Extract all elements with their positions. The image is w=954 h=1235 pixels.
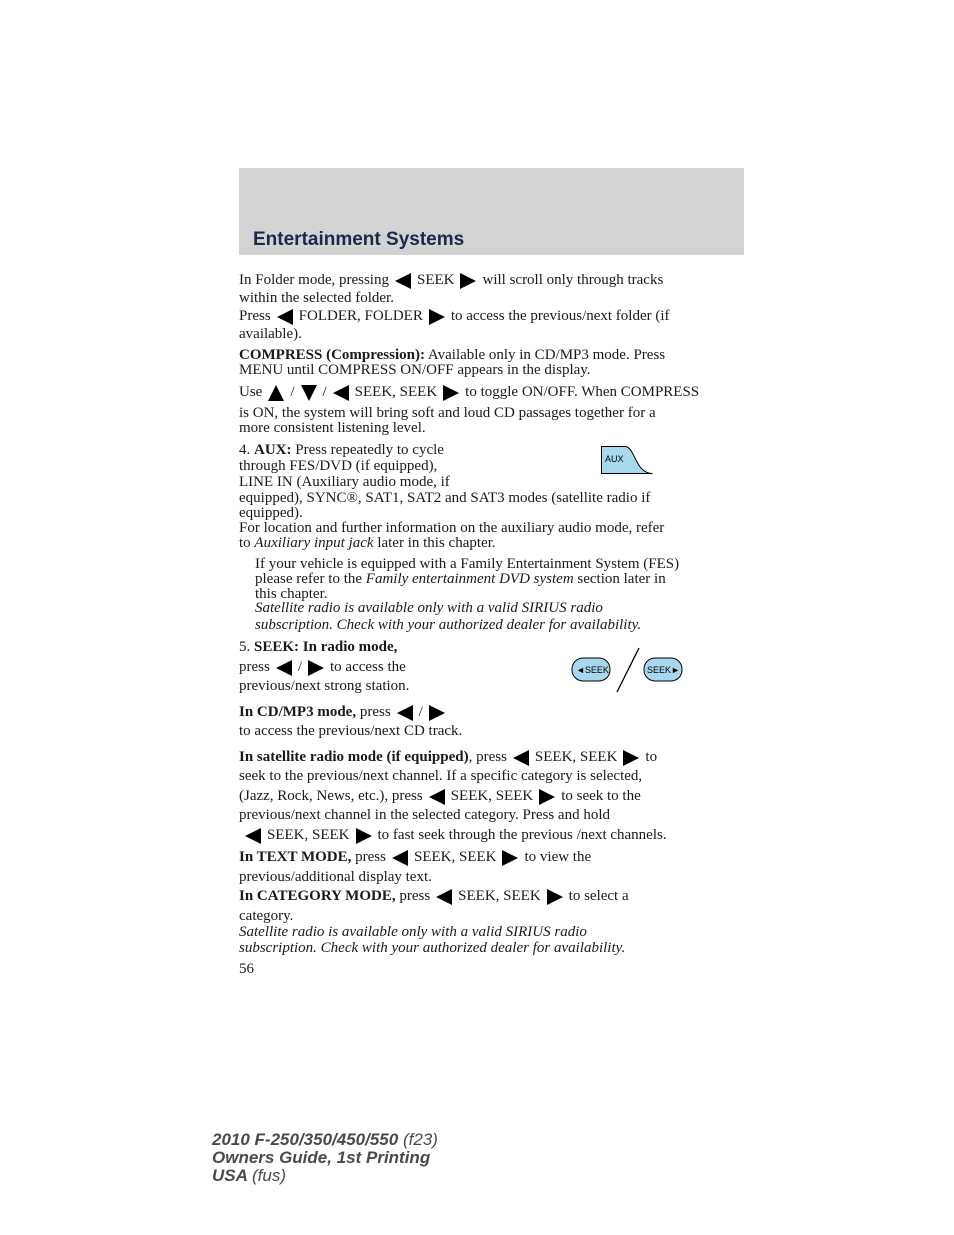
page-number: 56 [239, 961, 254, 977]
text: press [395, 888, 431, 904]
header-band [239, 168, 744, 255]
text: please refer to the [255, 571, 363, 587]
aux-line-3: LINE IN (Auxiliary audio mode, if [239, 474, 450, 490]
arrow-left-icon [245, 828, 261, 844]
sat-label: In satellite radio mode (if equipped) [239, 749, 469, 765]
folder-line-3 [239, 308, 670, 325]
arrow-down-icon [301, 385, 317, 401]
text-mode-label: In TEXT MODE, [239, 849, 352, 865]
footer-line-1 [212, 1131, 438, 1149]
sat-line-3 [239, 788, 641, 805]
text: to view the [524, 849, 592, 865]
text: to access the [330, 659, 406, 675]
text: Available only in CD/MP3 mode. Press [424, 347, 666, 363]
text-mode-line-2: previous/additional display text. [239, 869, 432, 885]
arrow-left-icon [392, 850, 408, 866]
aux-button-icon [601, 446, 653, 474]
sat-line-4: previous/next channel in the selected category. Press and hold [239, 807, 610, 823]
seek-line-3: previous/next strong station. [239, 678, 410, 694]
arrow-right-icon [429, 309, 445, 325]
sat-line-1 [239, 749, 657, 766]
cat-mode-label: In CATEGORY MODE, [239, 888, 396, 904]
folder-line-2: within the selected folder. [239, 290, 394, 306]
text: to toggle ON/OFF. When COMPRESS [465, 384, 700, 400]
text: / [322, 384, 327, 400]
text: SEEK, SEEK [450, 788, 534, 804]
footer-line-2: Owners Guide, 1st Printing [212, 1148, 431, 1167]
text: will scroll only through tracks [482, 272, 664, 288]
aux-label: AUX: [254, 442, 292, 458]
seek-line-1 [239, 639, 397, 655]
seek-line-2 [239, 659, 406, 676]
cat-mode-line-3: Satellite radio is available only with a valid SIRIUS radio [239, 924, 587, 940]
item-number: 4. [239, 442, 251, 458]
arrow-right-icon [308, 660, 324, 676]
arrow-left-icon [513, 750, 529, 766]
text: USA [212, 1166, 248, 1185]
aux-line-4: equipped), SYNC®, SAT1, SAT2 and SAT3 modes (satellite radio if [239, 490, 651, 506]
text: Press repeatedly to cycle [291, 442, 444, 458]
fes-line-5: subscription. Check with your authorized dealer for availability. [255, 617, 642, 633]
arrow-right-icon [460, 273, 476, 289]
fes-line-3: this chapter. [255, 586, 328, 602]
arrow-left-icon [277, 309, 293, 325]
text: Auxiliary input jack [254, 535, 374, 551]
text: Press [239, 308, 271, 324]
cd-line-2: to access the previous/next CD track. [239, 723, 463, 739]
arrow-right-icon [547, 889, 563, 905]
compress-line-1 [239, 347, 665, 363]
section-title: Entertainment Systems [253, 229, 465, 250]
aux-line-2: through FES/DVD (if equipped), [239, 458, 438, 474]
text: SEEK, SEEK [413, 849, 497, 865]
item-number: 5. [239, 639, 251, 655]
text: / [290, 384, 295, 400]
arrow-right-icon [443, 385, 459, 401]
arrow-right-icon [429, 705, 445, 721]
text: In Folder mode, pressing [239, 272, 389, 288]
text: Family entertainment DVD system [365, 571, 574, 587]
text: SEEK, SEEK [354, 384, 438, 400]
arrow-left-icon [276, 660, 292, 676]
sat-line-2: seek to the previous/next channel. If a specific category is selected, [239, 768, 643, 784]
compress-label: COMPRESS (Compression): [239, 347, 425, 363]
arrow-up-icon [268, 385, 284, 401]
text: to seek to the [561, 788, 641, 804]
cat-mode-line-4: subscription. Check with your authorized dealer for availability. [239, 940, 626, 956]
aux-button-label: AUX [605, 454, 624, 464]
text: Use [239, 384, 263, 400]
text: press [359, 704, 391, 720]
cd-label: In CD/MP3 mode, [239, 704, 357, 720]
compress-line-4: is ON, the system will bring soft and loud CD passages together for a [239, 405, 656, 421]
text: SEEK, SEEK [267, 827, 350, 843]
seek-right-label: SEEK► [647, 665, 680, 675]
text-mode-line-1 [239, 849, 591, 866]
cat-mode-line-1 [239, 888, 629, 905]
text: to [645, 749, 658, 765]
folder-line-4: available). [239, 326, 302, 342]
arrow-left-icon [397, 705, 413, 721]
text: SEEK, SEEK [534, 749, 618, 765]
aux-line-7 [239, 535, 496, 551]
folder-line-1 [239, 272, 663, 289]
text: to [239, 535, 251, 551]
footer-line-3 [212, 1167, 438, 1185]
text: / [418, 704, 423, 720]
compress-line-3 [239, 384, 699, 401]
text: (f23) [402, 1130, 438, 1149]
arrow-left-icon [429, 789, 445, 805]
fes-line-1: If your vehicle is equipped with a Family Entertainment System (FES) [255, 556, 680, 572]
seek-label: SEEK: In radio mode, [254, 639, 398, 655]
arrow-right-icon [623, 750, 639, 766]
text: SEEK [416, 272, 455, 288]
text: press [239, 659, 270, 675]
text: 2010 F-250/350/450/550 [212, 1130, 399, 1149]
compress-line-2: MENU until COMPRESS ON/OFF appears in the display. [239, 362, 591, 378]
arrow-right-icon [502, 850, 518, 866]
aux-line-1 [239, 442, 444, 458]
cd-line-1 [239, 704, 451, 721]
arrow-left-icon [333, 385, 349, 401]
arrow-left-icon [436, 889, 452, 905]
seek-left-label: ◄SEEK [576, 665, 609, 675]
arrow-right-icon [539, 789, 555, 805]
cat-mode-line-2: category. [239, 908, 294, 924]
compress-line-5: more consistent listening level. [239, 420, 426, 436]
text: press [351, 849, 386, 865]
arrow-right-icon [356, 828, 372, 844]
text: to select a [568, 888, 629, 904]
text: SEEK, SEEK [458, 888, 541, 904]
footer [212, 1131, 438, 1185]
sat-line-5 [239, 827, 667, 844]
arrow-left-icon [395, 273, 411, 289]
text: / [297, 659, 302, 675]
text: to fast seek through the previous /next channels. [377, 827, 667, 843]
text: section later in [577, 571, 666, 587]
text: to access the previous/next folder (if [450, 308, 670, 324]
fes-line-4: Satellite radio is available only with a valid SIRIUS radio [255, 600, 603, 616]
text: (Jazz, Rock, News, etc.), press [239, 788, 423, 804]
aux-line-5: equipped). [239, 505, 303, 521]
text: , press [468, 749, 507, 765]
aux-line-6: For location and further information on the auxiliary audio mode, refer [239, 520, 665, 536]
text: (fus) [252, 1166, 286, 1185]
seek-buttons-icon [571, 647, 685, 693]
text: FOLDER, FOLDER [298, 308, 423, 324]
text: later in this chapter. [377, 535, 496, 551]
fes-line-2 [255, 571, 666, 587]
